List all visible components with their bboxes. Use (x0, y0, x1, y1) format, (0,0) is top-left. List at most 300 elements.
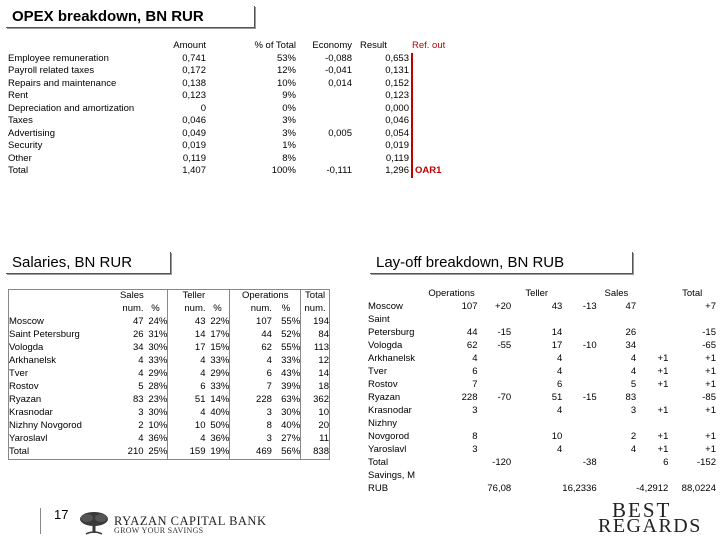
salaries-cell: 20 (301, 420, 330, 433)
salaries-title: Salaries, BN RUR (6, 252, 171, 274)
opex-result: 0,653 (352, 53, 412, 66)
salaries-cell: 469 (230, 446, 272, 460)
opex-title: OPEX breakdown, BN RUR (6, 6, 255, 28)
salaries-cell: 52% (281, 329, 301, 341)
opex-row (8, 78, 448, 91)
salaries-row (9, 368, 330, 381)
layoff-cell: -70 (497, 392, 512, 404)
opex-result: 0,000 (352, 103, 412, 116)
layoff-cell: -15 (497, 327, 512, 339)
layoff-cell: 47 (625, 301, 637, 313)
salaries-cell: 24% (148, 316, 168, 328)
layoff-city: Arkhanelsk (368, 353, 415, 365)
salaries-cell: 55% (281, 342, 301, 354)
salaries-group-header-row (9, 290, 330, 304)
salaries-city: Yaroslavl (9, 433, 48, 445)
salaries-cell: 3 (230, 433, 272, 446)
layoff-cell: +1 (705, 366, 716, 378)
layoff-header-row (368, 288, 716, 301)
layoff-cell: 51 (551, 392, 563, 404)
layoff-city: Yaroslavl (368, 444, 407, 456)
layoff-row (368, 457, 716, 470)
opex-pct: 8% (282, 152, 296, 164)
layoff-header-total: Total (682, 288, 703, 300)
salaries-cell: 31% (148, 329, 168, 341)
layoff-cell: 4 (556, 444, 563, 456)
salaries-row (9, 420, 330, 433)
salaries-cell: 17% (210, 329, 230, 341)
opex-amount: 0,138 (182, 77, 206, 89)
layoff-cell: +1 (705, 353, 716, 365)
salaries-cell: 10 (301, 407, 330, 420)
opex-row (8, 140, 448, 153)
opex-result: 1,296 (352, 165, 412, 178)
opex-amount: 0,119 (182, 152, 206, 164)
salaries-cell: 19% (210, 446, 230, 458)
salaries-cell: 838 (301, 446, 330, 460)
layoff-cell: 4 (556, 353, 563, 365)
layoff-cell (636, 418, 668, 431)
salaries-city: Rostov (9, 381, 39, 393)
salaries-cell: 33% (210, 381, 230, 393)
layoff-cell: 6 (556, 379, 563, 391)
layoff-cell: 8 (472, 431, 478, 443)
layoff-cell (562, 314, 596, 327)
salaries-sub-header: % (213, 303, 222, 315)
layoff-cell: 4 (472, 353, 478, 365)
opex-item-name: Depreciation and amortization (8, 102, 135, 114)
opex-row (8, 103, 448, 116)
opex-economy (296, 115, 352, 128)
layoff-header-operations: Operations (428, 288, 475, 300)
salaries-sub-header: num. (122, 303, 144, 315)
layoff-city: Krasnodar (368, 405, 412, 417)
layoff-cell: -15 (702, 327, 716, 339)
opex-pct: 100% (271, 165, 296, 176)
layoff-city: Novgorod (368, 431, 410, 443)
layoff-row (368, 405, 716, 418)
opex-row (8, 65, 448, 78)
salaries-group-teller: Teller (168, 290, 230, 304)
opex-header-pct: % of Total (254, 40, 296, 51)
opex-pct: 10% (276, 77, 296, 89)
salaries-cell: 2 (138, 420, 144, 432)
layoff-cell: 43 (551, 301, 563, 313)
layoff-city: Nizhny (368, 418, 398, 430)
opex-header-economy: Economy (312, 40, 352, 51)
salaries-city: Saint Petersburg (9, 329, 80, 341)
opex-item-name: Total (8, 165, 29, 176)
layoff-row (368, 327, 716, 340)
salaries-cell: 6 (230, 368, 272, 381)
layoff-cell (668, 418, 716, 431)
opex-ref (412, 115, 448, 128)
layoff-cell (562, 366, 596, 379)
opex-pct: 12% (276, 65, 296, 76)
opex-pct: 9% (282, 90, 296, 101)
layoff-cell: 3 (472, 444, 478, 456)
layoff-cell (426, 314, 478, 327)
layoff-city: Savings, M (368, 470, 415, 482)
salaries-city: Tver (9, 368, 28, 380)
layoff-city: Moscow (368, 301, 403, 313)
salaries-city: Nizhny Novgorod (9, 420, 82, 432)
salaries-cell: 29% (148, 368, 168, 380)
layoff-cell (477, 444, 511, 457)
salaries-cell: 62 (230, 342, 272, 355)
layoff-cell: 4 (630, 366, 637, 378)
salaries-cell: 83 (132, 394, 144, 406)
salaries-cell: 50% (210, 420, 230, 432)
opex-economy (296, 140, 352, 153)
salaries-cell: 210 (127, 446, 144, 458)
opex-amount: 0,046 (182, 115, 206, 126)
opex-pct: 0% (282, 102, 296, 114)
layoff-cell (477, 379, 511, 392)
opex-row (8, 53, 448, 66)
layoff-cell (477, 418, 511, 431)
best-logo-text: BEST (612, 498, 672, 522)
salaries-cell: 5 (138, 381, 144, 393)
opex-amount: 0 (200, 102, 206, 114)
opex-item-name: Employee remuneration (8, 52, 109, 64)
layoff-title: Lay-off breakdown, BN RUB (370, 252, 633, 274)
opex-pct: 53% (276, 52, 296, 64)
layoff-row (368, 418, 716, 431)
salaries-sub-header: num. (301, 303, 330, 316)
layoff-cell (562, 353, 596, 366)
salaries-row (9, 407, 330, 420)
layoff-cell: -15 (582, 392, 597, 404)
salaries-row (9, 433, 330, 446)
salaries-row (9, 394, 330, 407)
layoff-cell: +1 (705, 431, 716, 443)
layoff-cell (668, 314, 716, 327)
opex-pct: 3% (282, 127, 296, 139)
salaries-cell: 17 (168, 342, 206, 355)
opex-row (8, 153, 448, 166)
opex-amount: 0,123 (182, 90, 206, 101)
opex-result: 0,131 (352, 65, 412, 78)
layoff-cell: -13 (582, 301, 597, 313)
layoff-cell: -120 (492, 457, 512, 469)
layoff-cell (636, 340, 668, 353)
salaries-cell: 34 (132, 342, 144, 354)
layoff-cell (597, 483, 637, 496)
salaries-cell: 43 (168, 316, 206, 329)
salaries-cell: 30% (148, 407, 168, 419)
salaries-group-total: Total (301, 290, 330, 304)
opex-pct: 3% (282, 115, 296, 126)
salaries-table (8, 289, 330, 460)
layoff-cell (636, 301, 668, 314)
opex-header-row (8, 40, 448, 53)
salaries-cell: 10% (148, 420, 168, 432)
salaries-cell: 55% (281, 316, 301, 328)
salaries-cell: 4 (138, 368, 144, 380)
salaries-cell: 33% (148, 355, 168, 367)
layoff-cell: 2 (630, 431, 637, 443)
layoff-cell (477, 470, 511, 483)
salaries-cell: 44 (230, 329, 272, 342)
layoff-cell: 6 (663, 457, 669, 469)
salaries-cell: 27% (281, 433, 301, 445)
layoff-cell: 4 (630, 353, 637, 365)
page-number: 17 (54, 507, 69, 522)
layoff-cell: +1 (657, 444, 669, 456)
opex-row (8, 90, 448, 103)
salaries-cell: 36% (210, 433, 230, 445)
layoff-row (368, 392, 716, 405)
opex-item-name: Other (8, 152, 32, 164)
opex-result: 0,123 (352, 90, 412, 103)
salaries-city: Moscow (9, 316, 44, 328)
layoff-cell: 4 (556, 366, 563, 378)
salaries-cell: 3 (138, 407, 144, 419)
salaries-cell: 36% (148, 433, 168, 445)
opex-item-name: Security (8, 140, 43, 151)
layoff-cell: +7 (705, 301, 716, 313)
layoff-cell: -65 (702, 340, 716, 352)
opex-result: 0,119 (352, 153, 412, 166)
layoff-row (368, 353, 716, 366)
opex-ref (412, 153, 448, 166)
layoff-cell (562, 444, 596, 457)
layoff-cell (511, 418, 562, 431)
salaries-cell: 40% (281, 420, 301, 432)
layoff-cell (426, 457, 478, 470)
opex-item-name: Advertising (8, 127, 55, 139)
layoff-row (368, 301, 716, 314)
layoff-cell: 5 (630, 379, 637, 391)
opex-result: 0,019 (352, 140, 412, 153)
layoff-cell: +20 (495, 301, 512, 313)
layoff-cell (562, 379, 596, 392)
salaries-city: Krasnodar (9, 407, 53, 419)
opex-header-result: Result (360, 40, 387, 51)
layoff-cell: +1 (705, 379, 716, 391)
layoff-cell (562, 470, 596, 483)
salaries-cell: 63% (281, 394, 301, 406)
salaries-cell: 30% (148, 342, 168, 354)
layoff-cell: 14 (551, 327, 563, 339)
layoff-cell (597, 470, 637, 483)
opex-result: 0,054 (352, 128, 412, 141)
salaries-cell: 47 (132, 316, 144, 328)
opex-economy: -0,088 (325, 52, 352, 64)
layoff-cell: 17 (551, 340, 563, 352)
layoff-cell: 10 (551, 431, 563, 443)
bank-name: RYAZAN CAPITAL BANK (114, 514, 267, 528)
opex-economy: 0,014 (328, 77, 352, 89)
layoff-cell (511, 457, 562, 470)
opex-economy: 0,005 (328, 127, 352, 139)
salaries-group-sales: Sales (119, 290, 144, 302)
layoff-header-teller: Teller (525, 288, 549, 300)
opex-amount: 0,019 (182, 140, 206, 151)
layoff-cell (562, 405, 596, 418)
salaries-cell: 107 (230, 316, 272, 329)
salaries-cell: 4 (168, 368, 206, 381)
layoff-cell: -152 (696, 457, 716, 469)
layoff-city: Tver (368, 366, 387, 378)
salaries-cell: 39% (281, 381, 301, 393)
salaries-cell: 228 (230, 394, 272, 407)
opex-economy: -0,111 (326, 165, 352, 176)
layoff-cell (562, 327, 596, 340)
layoff-cell (511, 314, 562, 327)
salaries-row (9, 355, 330, 368)
opex-economy (296, 153, 352, 166)
salaries-cell: 14 (301, 368, 330, 381)
salaries-city: Arkhanelsk (9, 355, 56, 367)
bank-slogan: GROW YOUR SAVINGS (114, 526, 204, 535)
salaries-cell: 51 (168, 394, 206, 407)
layoff-row (368, 431, 716, 444)
opex-result: 0,046 (352, 115, 412, 128)
layoff-cell: 16,2336 (562, 483, 597, 495)
salaries-cell: 4 (138, 433, 144, 445)
opex-ref: OAR1 (415, 165, 442, 176)
opex-item-name: Rent (8, 90, 29, 101)
salaries-city: Ryazan (9, 394, 42, 406)
layoff-cell: -4,2912 (636, 483, 669, 495)
salaries-cell: 362 (301, 394, 330, 407)
opex-amount: 1,407 (182, 165, 206, 176)
layoff-cell (426, 470, 478, 483)
footer-divider (40, 508, 41, 534)
layoff-cell (477, 353, 511, 366)
salaries-city: Vologda (9, 342, 44, 354)
salaries-cell: 4 (168, 355, 206, 368)
layoff-cell: 3 (472, 405, 478, 417)
opex-pct: 1% (282, 140, 296, 151)
salaries-cell: 23% (148, 394, 168, 406)
salaries-cell: 22% (210, 316, 230, 328)
salaries-cell: 113 (301, 342, 330, 355)
salaries-row (9, 446, 330, 460)
layoff-cell (477, 405, 511, 418)
layoff-cell: 88,0224 (681, 483, 716, 495)
layoff-cell: +1 (657, 379, 669, 391)
opex-amount: 0,741 (182, 52, 206, 64)
layoff-cell (668, 470, 716, 483)
layoff-city: Vologda (368, 340, 403, 352)
opex-row (8, 128, 448, 141)
layoff-city: Total (368, 457, 389, 469)
layoff-cell (636, 392, 668, 405)
layoff-cell: 107 (461, 301, 478, 313)
salaries-sub-header-row (9, 303, 330, 316)
layoff-cell: +1 (657, 431, 669, 443)
salaries-city: Total (9, 446, 30, 458)
salaries-row (9, 316, 330, 329)
layoff-cell (426, 418, 478, 431)
layoff-cell: 4 (630, 444, 637, 456)
salaries-cell: 29% (210, 368, 230, 380)
layoff-cell (597, 457, 637, 470)
salaries-cell: 14 (168, 329, 206, 342)
layoff-cell: 4 (556, 405, 563, 417)
layoff-cell: 44 (466, 327, 478, 339)
layoff-cell (562, 431, 596, 444)
salaries-cell: 4 (168, 407, 206, 420)
salaries-cell: 30% (281, 407, 301, 419)
salaries-cell: 4 (230, 355, 272, 368)
layoff-cell (636, 327, 668, 340)
salaries-cell: 12 (301, 355, 330, 368)
salaries-sub-header: % (281, 303, 291, 315)
salaries-cell: 159 (168, 446, 206, 460)
layoff-header-sales: Sales (604, 288, 629, 300)
layoff-cell (597, 314, 637, 327)
layoff-row (368, 340, 716, 353)
opex-economy (296, 103, 352, 116)
layoff-cell: 26 (625, 327, 637, 339)
salaries-cell: 84 (301, 329, 330, 342)
opex-ref (412, 90, 448, 103)
opex-table (8, 40, 448, 178)
salaries-cell: 56% (281, 446, 301, 458)
opex-economy: -0,041 (325, 65, 352, 76)
opex-economy (296, 90, 352, 103)
layoff-cell: +1 (705, 405, 716, 417)
opex-amount: 0,049 (182, 127, 206, 139)
opex-ref (412, 53, 448, 66)
layoff-cell (636, 314, 668, 327)
salaries-cell: 6 (168, 381, 206, 394)
salaries-cell: 28% (148, 381, 168, 393)
layoff-cell (426, 483, 478, 496)
layoff-row (368, 366, 716, 379)
salaries-cell: 14% (210, 394, 230, 406)
layoff-cell (562, 418, 596, 431)
layoff-city: Petersburg (368, 327, 415, 339)
salaries-cell: 194 (301, 316, 330, 329)
layoff-cell: -55 (497, 340, 512, 352)
layoff-row (368, 444, 716, 457)
layoff-row (368, 314, 716, 327)
layoff-cell: 62 (466, 340, 478, 352)
layoff-cell: +1 (657, 366, 669, 378)
opex-ref (412, 65, 448, 78)
salaries-cell: 8 (230, 420, 272, 433)
salaries-cell: 33% (210, 355, 230, 367)
layoff-city: Rostov (368, 379, 398, 391)
salaries-cell: 4 (168, 433, 206, 446)
layoff-cell (477, 314, 511, 327)
salaries-row (9, 329, 330, 342)
layoff-cell: -38 (582, 457, 597, 469)
layoff-cell (597, 418, 637, 431)
opex-item-name: Payroll related taxes (8, 65, 95, 76)
opex-amount: 0,172 (182, 65, 206, 76)
layoff-row (368, 483, 716, 496)
salaries-group-operations: Operations (230, 290, 301, 304)
salaries-cell: 33% (281, 355, 301, 367)
salaries-cell: 25% (148, 446, 168, 458)
layoff-cell: +1 (657, 353, 669, 365)
layoff-cell: +1 (657, 405, 669, 417)
layoff-cell: 83 (625, 392, 637, 404)
salaries-sub-header: num. (230, 303, 272, 316)
layoff-city: RUB (368, 483, 389, 495)
salaries-cell: 26 (132, 329, 144, 341)
opex-header-ref: Ref. out (412, 40, 446, 51)
salaries-sub-header: num. (168, 303, 206, 316)
salaries-cell: 15% (210, 342, 230, 354)
salaries-cell: 3 (230, 407, 272, 420)
